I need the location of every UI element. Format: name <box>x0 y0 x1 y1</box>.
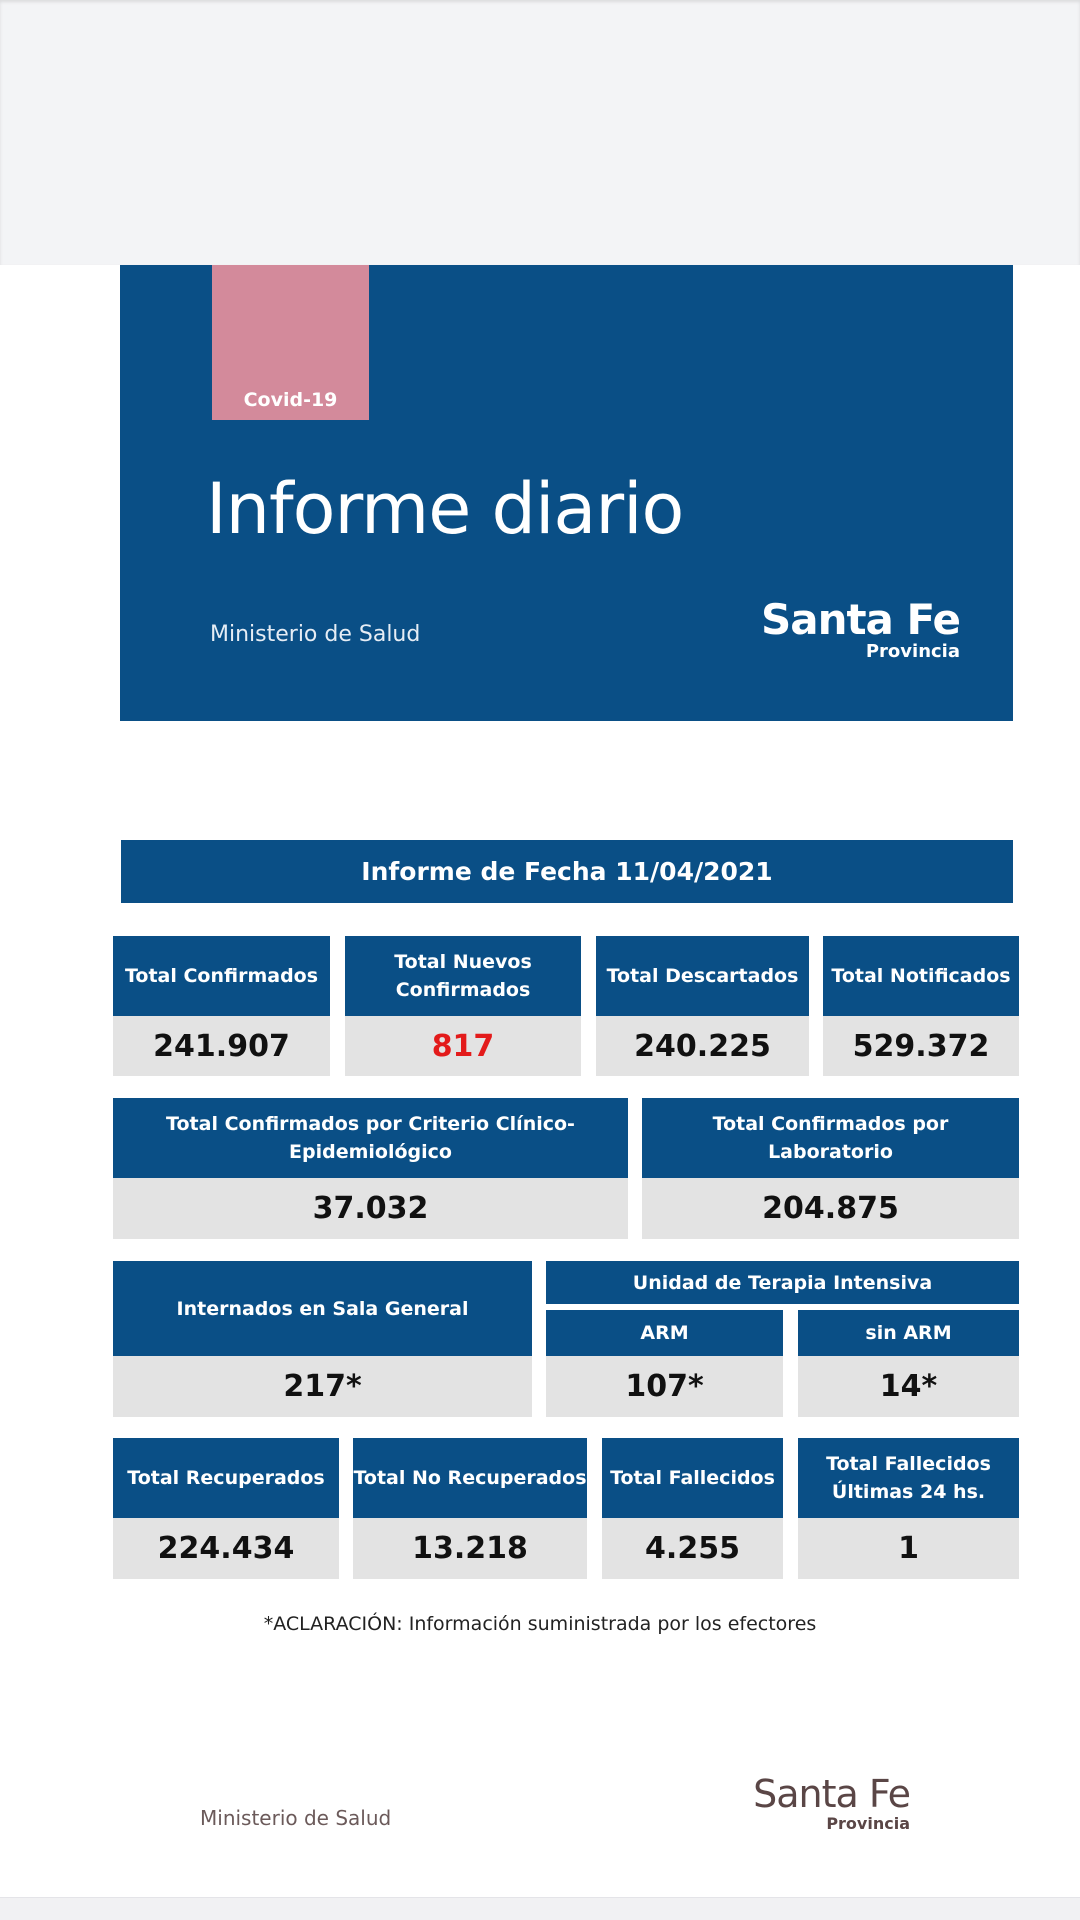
arm-cell <box>546 1310 783 1417</box>
cell-value: 224.434 <box>113 1518 339 1579</box>
cell-label: Internados en Sala General <box>113 1261 532 1356</box>
total-no-recuperados-cell <box>353 1438 587 1579</box>
cell-value: 1 <box>798 1518 1019 1579</box>
footer-santa-fe-logo <box>690 1774 910 1834</box>
cell-label: Total Nuevos Confirmados <box>345 936 581 1016</box>
cell-value: 13.218 <box>353 1518 587 1579</box>
cell-label: Total No Recuperados <box>353 1438 587 1518</box>
uti-label: Unidad de Terapia Intensiva <box>546 1261 1019 1304</box>
cell-value: 240.225 <box>596 1016 809 1076</box>
cell-value: 4.255 <box>602 1518 783 1579</box>
cell-label: Total Fallecidos <box>602 1438 783 1518</box>
fallecidos-24hs-cell <box>798 1438 1019 1579</box>
cell-value: 241.907 <box>113 1016 330 1076</box>
cell-value: 817 <box>345 1016 581 1076</box>
cell-label: Total Descartados <box>596 936 809 1016</box>
bottom-edge <box>0 1897 1080 1920</box>
cell-label: Total Confirmados por Laboratorio <box>642 1098 1019 1178</box>
ministry-label: Ministerio de Salud <box>210 622 421 647</box>
footer-ministry-label: Ministerio de Salud <box>200 1806 392 1830</box>
cell-label: Total Confirmados por Criterio Clínico-Epidemiológico <box>113 1098 628 1178</box>
cell-value: 37.032 <box>113 1178 628 1239</box>
sin-arm-cell <box>798 1310 1019 1417</box>
cell-value: 107* <box>546 1356 783 1417</box>
cell-value: 14* <box>798 1356 1019 1417</box>
footer-logo-sub: Provincia <box>826 1814 910 1833</box>
cell-label: Total Recuperados <box>113 1438 339 1518</box>
logo-brand: Santa Fe <box>760 595 960 644</box>
total-confirmados-cell <box>113 936 330 1076</box>
footer-logo-brand: Santa Fe <box>753 1772 910 1816</box>
santa-fe-logo <box>730 595 960 662</box>
report-date-header: Informe de Fecha 11/04/2021 <box>121 840 1013 903</box>
confirmados-laboratorio-cell <box>642 1098 1019 1239</box>
cell-label: Total Confirmados <box>113 936 330 1016</box>
page-title: Informe diario <box>206 468 684 550</box>
covid-tag <box>212 265 369 420</box>
total-fallecidos-cell <box>602 1438 783 1579</box>
cell-value: 529.372 <box>823 1016 1019 1076</box>
clarification-note: *ACLARACIÓN: Información suministrada por los efectores <box>263 1613 817 1635</box>
cell-label: Total Notificados <box>823 936 1019 1016</box>
cell-value: 217* <box>113 1356 532 1417</box>
cell-label: Total Fallecidos Últimas 24 hs. <box>798 1438 1019 1518</box>
total-notificados-cell <box>823 936 1019 1076</box>
top-blank-area <box>0 0 1080 265</box>
hero-banner <box>120 265 1013 721</box>
cell-label: ARM <box>546 1310 783 1356</box>
cell-value: 204.875 <box>642 1178 1019 1239</box>
sala-general-cell <box>113 1261 532 1417</box>
logo-sub: Provincia <box>865 641 960 662</box>
covid-tag-label: Covid-19 <box>243 389 338 411</box>
total-descartados-cell <box>596 936 809 1076</box>
uti-header <box>546 1261 1019 1304</box>
total-recuperados-cell <box>113 1438 339 1579</box>
cell-label: sin ARM <box>798 1310 1019 1356</box>
total-nuevos-confirmados-cell <box>345 936 581 1076</box>
confirmados-clinico-cell <box>113 1098 628 1239</box>
